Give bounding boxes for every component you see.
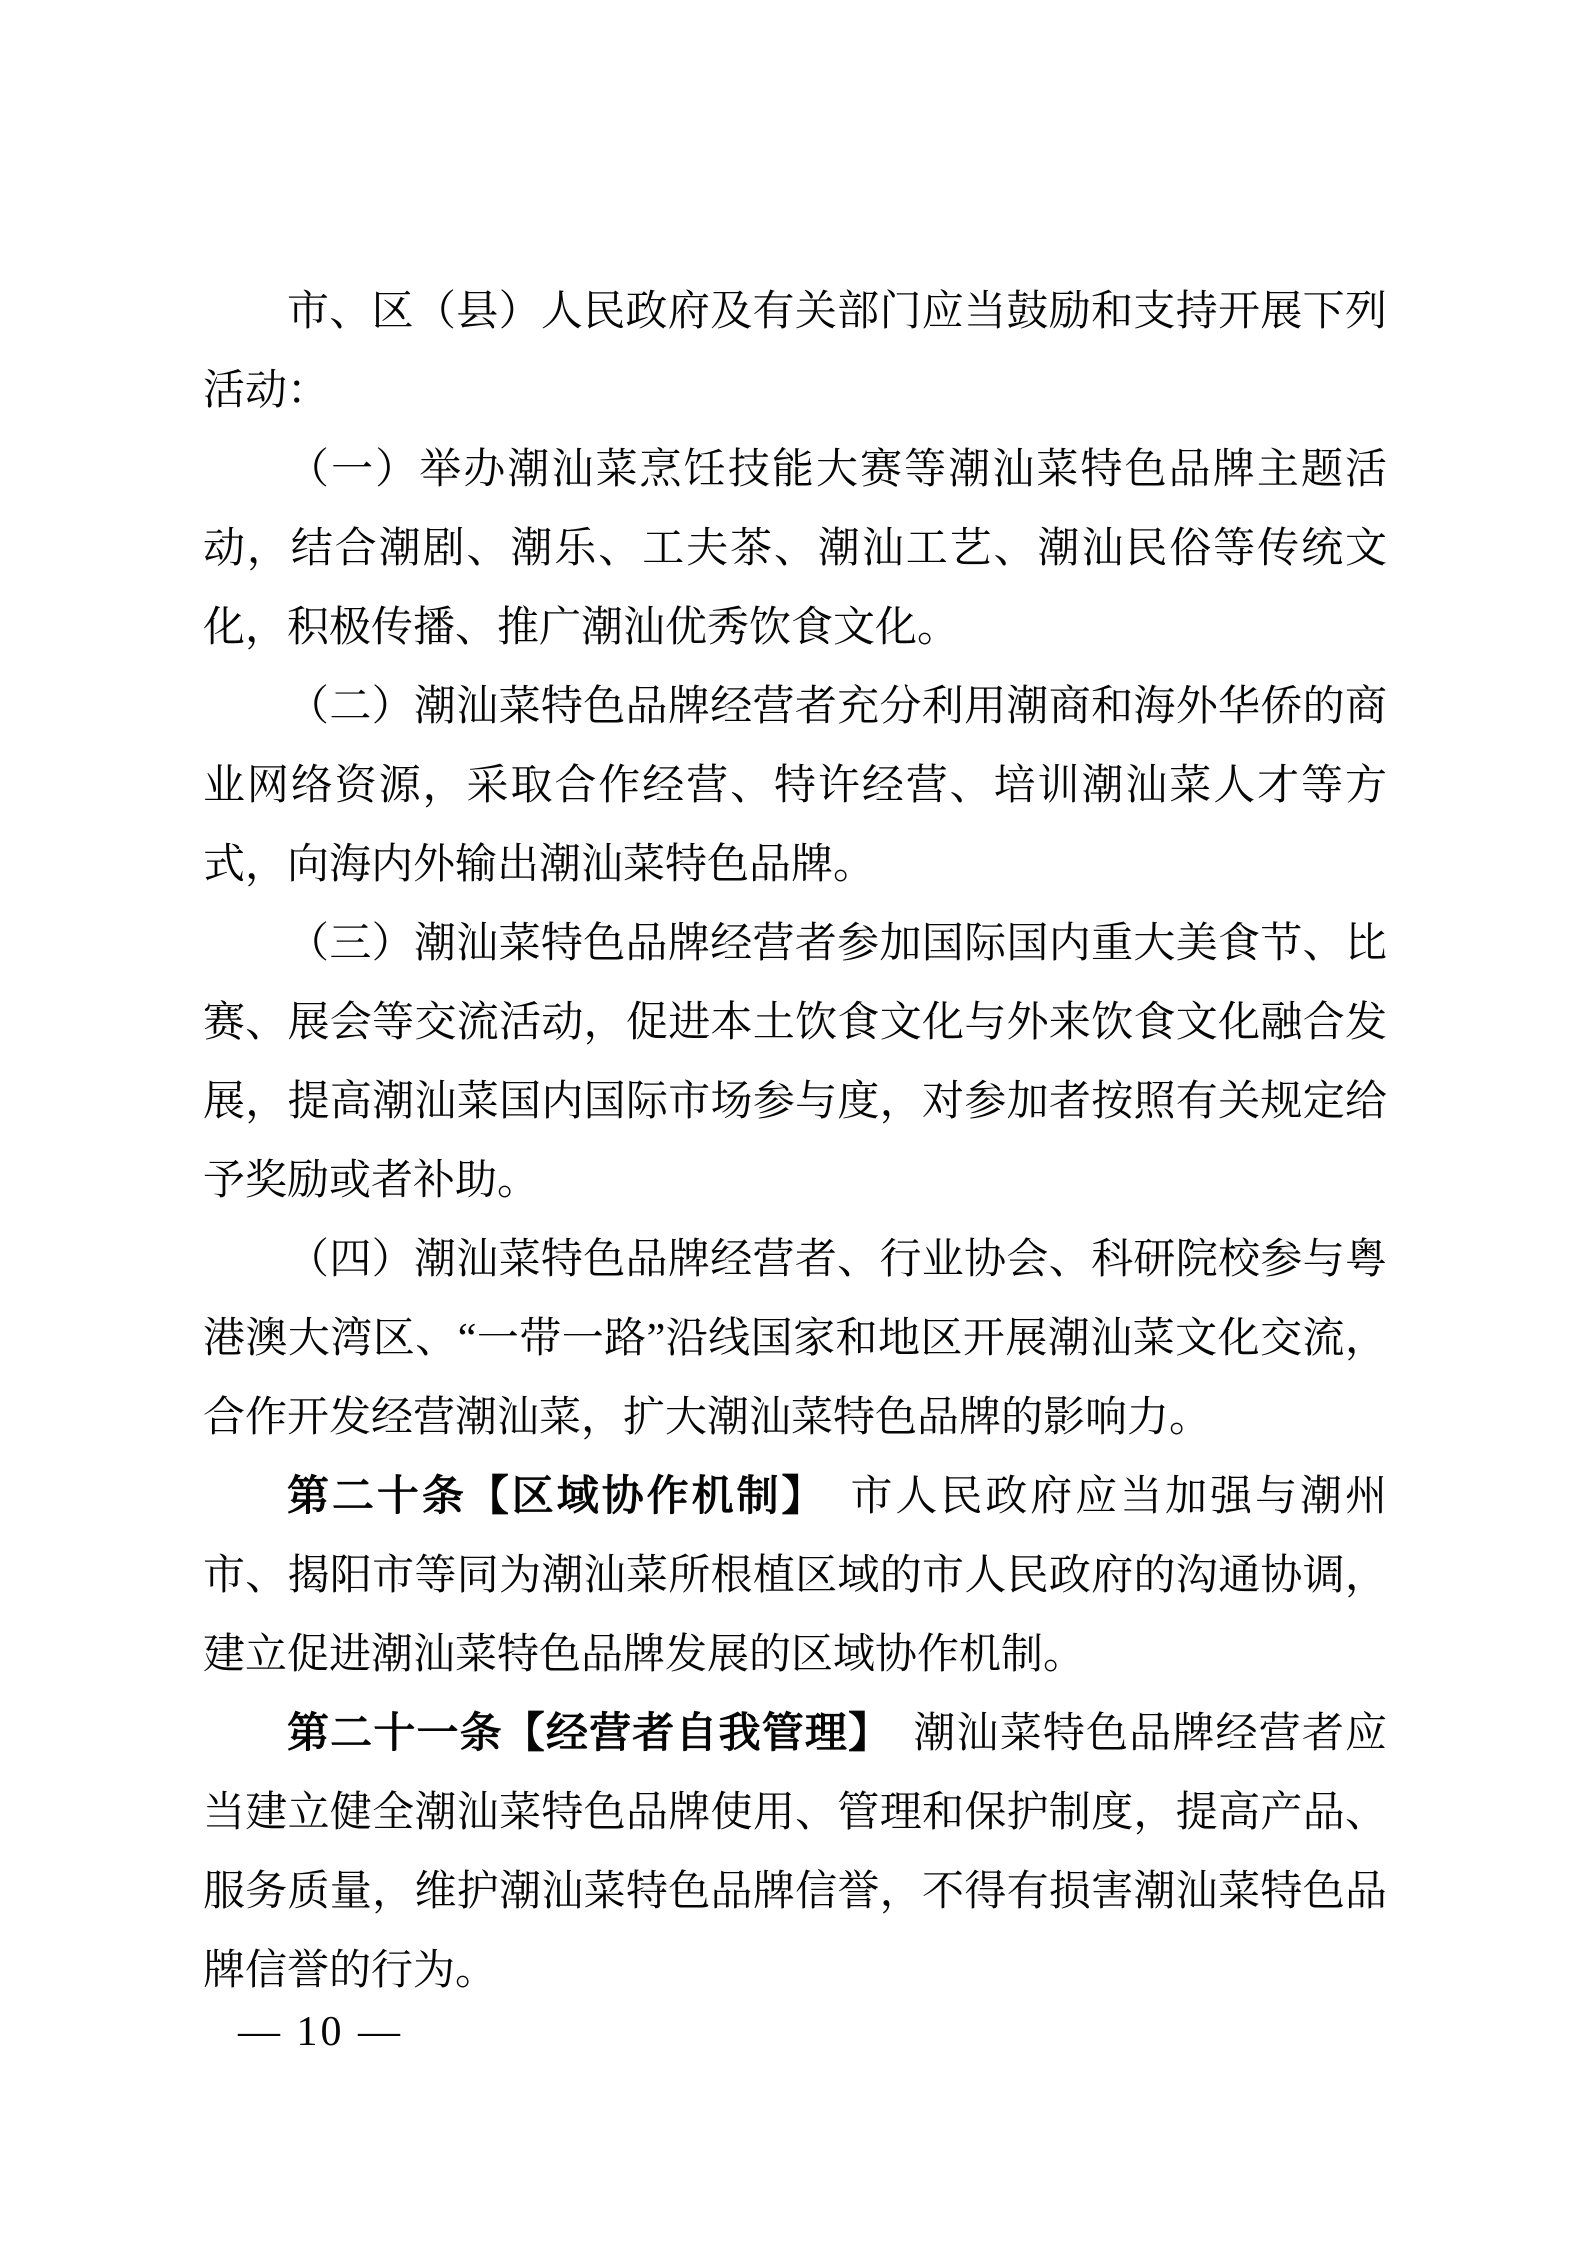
text-segment: （四）潮汕菜特色品牌经营者、行业协会、科研院校参与粤港澳大湾区、“一带一路”沿线国家和地区开展潮汕菜文化交流，合作开发经营潮汕菜，扩大潮汕菜特色品牌的影响力。: [203, 1237, 1387, 1441]
paragraph: [203, 431, 1387, 668]
text-segment: 市人民政府应当加强与潮州市、揭阳市等同为潮汕菜所根植区域的市人民政府的沟通协调，建立促进潮汕菜特色品牌发展的区域协作机制。: [203, 1474, 1387, 1678]
article-heading: 第二十条【区域协作机制】: [287, 1474, 806, 1520]
paragraph: [203, 1695, 1387, 2011]
paragraph: [203, 668, 1387, 905]
text-segment: （一）举办潮汕菜烹饪技能大赛等潮汕菜特色品牌主题活动，结合潮剧、潮乐、工夫茶、潮汕工艺、潮汕民俗等传统文化，积极传播、推广潮汕优秀饮食文化。: [203, 447, 1387, 651]
paragraph: [203, 1458, 1387, 1695]
text-segment: 潮汕菜特色品牌经营者应当建立健全潮汕菜特色品牌使用、管理和保护制度，提高产品、服务质量，维护潮汕菜特色品牌信誉，不得有损害潮汕菜特色品牌信誉的行为。: [203, 1711, 1387, 1994]
paragraph: [203, 273, 1387, 431]
text-segment: （二）潮汕菜特色品牌经营者充分利用潮商和海外华侨的商业网络资源，采取合作经营、特许经营、培训潮汕菜人才等方式，向海内外输出潮汕菜特色品牌。: [203, 684, 1387, 888]
paragraph: [203, 1221, 1387, 1458]
page-number: — 10 —: [238, 2009, 403, 2055]
text-segment: （三）潮汕菜特色品牌经营者参加国际国内重大美食节、比赛、展会等交流活动，促进本土饮食文化与外来饮食文化融合发展，提高潮汕菜国内国际市场参与度，对参加者按照有关规定给予奖励或者补助。: [203, 921, 1387, 1204]
paragraph: [203, 905, 1387, 1221]
document-body: [203, 273, 1387, 2011]
article-heading: 第二十一条【经营者自我管理】: [287, 1711, 871, 1757]
text-segment: 市、区（县）人民政府及有关部门应当鼓励和支持开展下列活动：: [203, 289, 1387, 414]
page-footer: [238, 2006, 403, 2058]
